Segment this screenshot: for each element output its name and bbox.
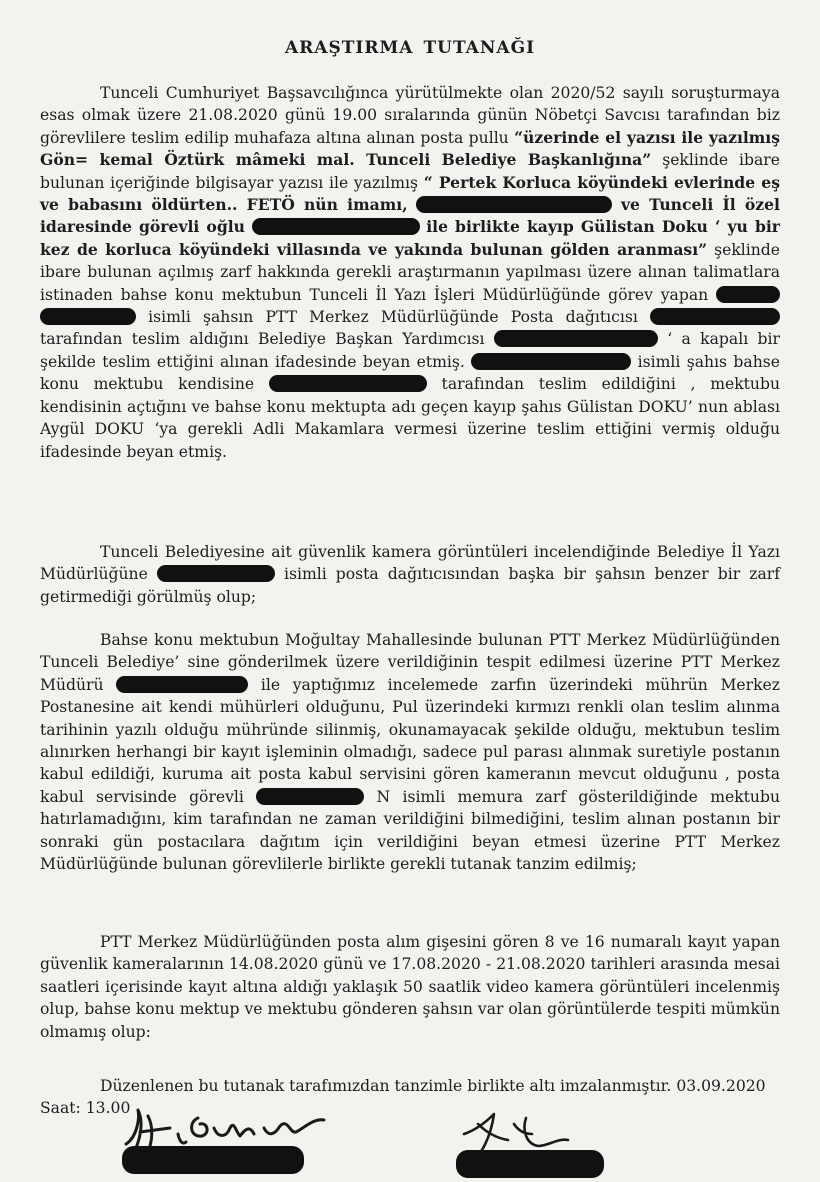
paragraph-5	[40, 1075, 780, 1097]
redaction-bar	[157, 565, 275, 582]
p2-text-2: isimli posta dağıtıcısından başka bir şahsın benzer bir zarf getirmediği görülmüş olup;	[40, 565, 780, 606]
paragraph-1	[40, 82, 780, 463]
p3-text-1: Bahse konu mektubun Moğultay Mahallesinde bulunan PTT Merkez Müdürlüğünden Tunceli Belediye’ sine gönderilmek üzere verildiğinin tespit edilmesi üzerine PTT Merkez Müdürü	[40, 631, 780, 694]
paragraph-4	[40, 931, 780, 1043]
paragraph-3	[40, 629, 780, 875]
signature-2	[452, 1104, 592, 1156]
redaction-bar	[256, 788, 364, 805]
paragraph-2	[40, 541, 780, 608]
signature-redaction	[122, 1146, 304, 1174]
redaction-bar	[471, 353, 631, 370]
redaction-bar	[252, 218, 420, 235]
p1-text-6: ‘ a kapalı bir şekilde teslim ettiğini alınan ifadesinde beyan etmiş.	[40, 330, 780, 371]
p1-text-5: tarafından teslim aldığını Belediye Başkan Yardımcısı	[40, 330, 485, 349]
p1-text-3: şeklinde ibare bulunan açılmış zarf hakkında gerekli araştırmanın yapılması üzere alınan talimatlara istinaden bahse konu mektubun Tunceli İl Yazı İşleri Müdürlüğünde görev yapan	[40, 240, 780, 304]
signature-redaction	[456, 1150, 604, 1178]
p3-text-2: ile yaptığımız incelemede zarfın üzerindeki mührün Merkez Postanesine ait kendi mühürleri olduğunu, Pul üzerindeki kırmızı renkli olan teslim alınma tarihinin yazılı olduğu mühründe silinmiş, okunamayacak şekilde olduğu, mektubun teslim alınırken herhangi bir kayıt işleminin olmadığı, sadece pul parası alınmak suretiyle postanın kabul edildiği, kuruma ait posta kabul servisini gören kameranın mevcut olduğunu , posta kabul servisinde görevli	[40, 675, 780, 806]
redaction-bar	[416, 196, 612, 213]
p1-text-1: Tunceli Cumhuriyet Başsavcılığınca yürütülmekte olan 2020/52 sayılı soruşturmaya esas olmak üzere 21.08.2020 günü 19.00 sıralarında günün Nöbetçi Savcısı tarafından biz görevlilere teslim edilip muhafaza altına alınan posta pullu	[40, 84, 780, 147]
p1-text-4: isimli şahsın PTT Merkez Müdürlüğünde Posta dağıtıcısı	[148, 308, 638, 327]
p4-text: PTT Merkez Müdürlüğünden posta alım gişesini gören 8 ve 16 numaralı kayıt yapan güvenlik kameralarının 14.08.2020 günü ve 17.08.2020 - 21.08.2020 tarihleri arasında mesai saatleri içerisinde kayıt altına aldığı yaklaşık 50 saatlik video kamera görüntüleri incelenmiş olup, bahse konu mektup ve mektubu gönderen şahsın var olan görüntülerde tespiti mümkün olmamış olup:	[40, 933, 780, 1041]
p1-text-7: isimli şahıs bahse konu mektubu kendisine	[40, 352, 780, 394]
time-label: Saat: 13.00	[40, 1099, 131, 1117]
title-word-2: TUTANAĞI	[423, 38, 536, 58]
redaction-bar	[40, 308, 136, 325]
p1-text-8: tarafından teslim edildiğini , mektubu kendisinin açtığını ve bahse konu mektupta adı geçen kayıp şahıs Gülistan DOKU’ nun ablası Aygül DOKU ‘ya gerekli Adli Makamlara vermesi üzerine teslim ettiğini vermiş olduğu ifadesinde beyan etmiş.	[40, 375, 780, 461]
p1-bold-3: ve Tunceli İl özel idaresinde görevli oğlu	[40, 195, 780, 237]
p5-text: Düzenlenen bu tutanak tarafımızdan tanzimle birlikte altı imzalanmıştır. 03.09.2020	[100, 1077, 766, 1095]
p1-bold-4: ile birlikte kayıp Gülistan Doku ‘ yu bir kez de korluca köyündeki villasında ve yakında bulunan gölden aranması”	[40, 217, 780, 259]
p2-text-1: Tunceli Belediyesine ait güvenlik kamera görüntüleri incelendiğinde Belediye İl Yazı Müdürlüğüne	[40, 543, 780, 584]
redaction-bar	[116, 676, 248, 693]
redaction-bar	[650, 308, 780, 325]
p1-bold-2: “ Pertek Korluca köyündeki evlerinde eş ve babasını öldürten.. FETÖ nün imamı,	[40, 172, 781, 215]
p1-bold-1: “üzerinde el yazısı ile yazılmış Gön= kemal Öztürk mâmeki mal. Tunceli Belediye Başkanlığına”	[40, 127, 780, 170]
redaction-bar	[269, 375, 427, 392]
p1-text-2: şeklinde ibare bulunan içeriğinde bilgisayar yazısı ile yazılmış	[40, 151, 780, 192]
redaction-bar	[494, 330, 658, 347]
p3-text-3: N isimli memura zarf gösterildiğinde mektubu hatırlamadığını, kim tarafından ne zaman verildiğini bilmediğini, teslim alınan postanın bir sonraki gün postacılara dağıtım için verildiğini beyan etmesi üzerine PTT Merkez Müdürlüğünde bulunan görevlilerle birlikte gerekli tutanak tanzim edilmiş;	[40, 787, 780, 874]
redaction-bar	[716, 286, 780, 303]
document-title	[0, 38, 820, 58]
title-word-1: ARAŞTIRMA	[284, 38, 414, 58]
